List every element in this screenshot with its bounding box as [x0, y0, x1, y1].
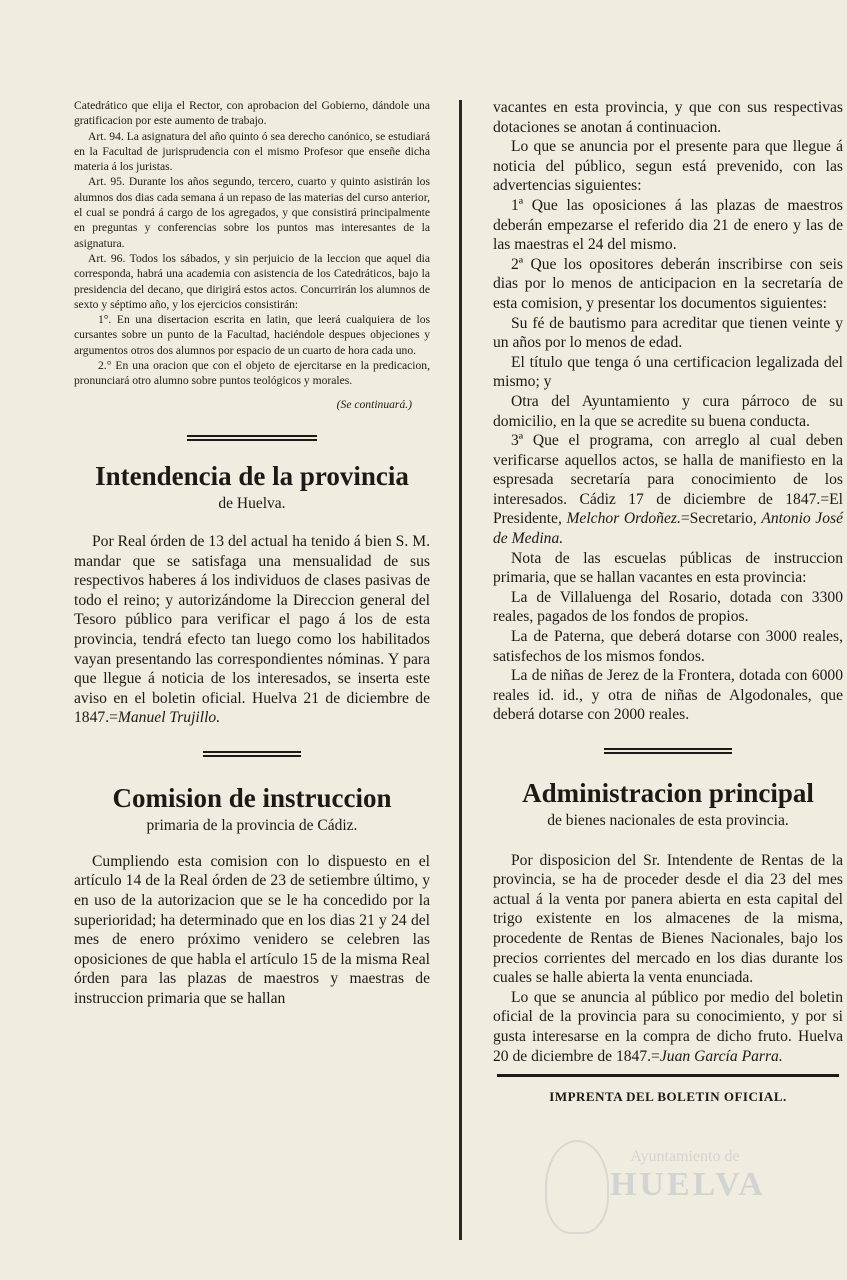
advertencia-3: 3ª Que el programa, con arreglo al cual deben verificarse aquellos actos, se halla de manifiesto en la espresada secretaría para conocimiento de los interesados. Cádiz 17 de diciembre de 1847.=El Presidente, Melchor Ordoñez.=Secretario, Antonio José de Medina. — [493, 432, 843, 548]
admin-body-1: Por disposicion del Sr. Intendente de Rentas de la provincia, se ha de proceder desde el dia 23 del mes actual á la venta por panera abierta en esta capital del trigo existente en los almacenes de la misma, procedente de Rentas de Bienes Nacionales, bajo los precios corrientes del mercado en los dias durante los cuales se halle abierta la venta enunciada. — [493, 851, 843, 987]
left-column — [74, 98, 430, 1009]
article-94: Art. 94. La asignatura del año quinto ó sea derecho canónico, se estudiará en la Facultad de jurisprudencia con el mismo Profesor que enseñe dicha materia á los juristas. — [74, 129, 430, 174]
vacancy-jerez: La de niñas de Jerez de la Frontera, dotada con 6000 reales id. id., y otra de niñas de Algodonales, que deberá dotarse con 2000 reales. — [493, 667, 843, 724]
watermark: Ayuntamiento de HUELVA — [610, 1148, 766, 1203]
section-separator — [604, 747, 732, 755]
intendencia-section — [74, 460, 430, 728]
document-baptism: Su fé de bautismo para acreditar que tienen veinte y un años por lo menos de edad. — [493, 314, 843, 352]
president-signature: Melchor Ordoñez. — [566, 510, 681, 528]
advertencia-2: 2ª Que los opositores deberán inscribirse con seis dias por lo menos de anticipacion en la secretaría de esta comision, y presentar los documentos siguientes: — [493, 255, 843, 312]
right-column — [493, 98, 843, 1105]
section-separator — [187, 434, 317, 442]
continued-note: (Se continuará.) — [336, 397, 412, 411]
article-96-item-1: 1°. En una disertacion escrita en latin, que leerá cualquiera de los cursantes sobre un punto de la Facultad, haciéndole despues objeciones y argumentos otros dos alumnos por espacio de un cuarto de hora cada uno. — [74, 313, 430, 357]
column-divider — [459, 100, 462, 1240]
admin-heading: Administracion principal — [522, 778, 814, 808]
vacancy-paterna: La de Paterna, que deberá dotarse con 3000 reales, satisfechos de los mismos fondos. — [493, 628, 843, 665]
article-intro: Catedrático que elija el Rector, con aprobacion del Gobierno, dándole una gratificacion por este aumento de trabajo. — [74, 99, 430, 128]
comision-section — [74, 782, 430, 1009]
intendencia-subheading: de Huelva. — [218, 494, 286, 512]
comision-announcement: Lo que se anuncia por el presente para que llegue á noticia del público, segun está prevenido, con las advertencias siguientes: — [493, 138, 843, 195]
document-title: El título que tenga ó una certificacion legalizada del mismo; y — [493, 353, 843, 391]
comision-heading: Comision de instruccion — [112, 782, 392, 813]
watermark-seal-icon — [545, 1140, 609, 1234]
admin-signature: Juan García Parra. — [659, 1047, 783, 1065]
advertencia-1: 1ª Que las oposiciones á las plazas de maestros deberán empezarse el referido dia 21 de enero y las de las maestras el 24 del mismo. — [493, 196, 843, 254]
vacancy-villaluenga: La de Villaluenga del Rosario, dotada con 3300 reales, pagados de los fondos de propios. — [493, 588, 843, 626]
article-95: Art. 95. Durante los años segundo, tercero, cuarto y quinto asistirán los alumnos dos dias cada semana á un repaso de las materias del curso anterior, el cual se pondrá á cargo de los agregados, y que consistirá principalmente en preguntas y conferencias sobre los puntos mas interesantes de la asignatura. — [74, 175, 430, 250]
comision-body: Cumpliendo esta comision con lo dispuesto en el artículo 14 de la Real órden de 23 de setiembre último, y en uso de la autorizacion que se le ha concedido por la superioridad; ha determinado que en los dias 21 y 24 del mes de enero próximo venidero se celebren las oposiciones de que habla el artículo 15 de la misma Real órden para las plazas de maestros y maestras de instruccion primaria que se hallan — [74, 852, 430, 1008]
university-articles — [74, 98, 430, 412]
intendencia-notice — [74, 532, 430, 728]
document-conduct: Otra del Ayuntamiento y cura párroco de su domicilio, en la que se acredite su buena conducta. — [493, 392, 843, 430]
footer-rule — [497, 1074, 839, 1077]
admin-body-2: Lo que se anuncia al público por medio del boletin oficial de la provincia para su conocimiento, y por si gusta interesarse en la compra de dicho fruto. Huelva 20 de diciembre de 1847.=Juan García Parra. — [493, 988, 843, 1065]
vacancy-note: Nota de las escuelas públicas de instruccion primaria, que se hallan vacantes en esta provincia: — [493, 549, 843, 587]
printer-imprint: IMPRENTA DEL BOLETIN OFICIAL. — [549, 1089, 787, 1105]
intendencia-signature: Manuel Trujillo. — [117, 709, 221, 727]
comision-continued: vacantes en esta provincia, y que con sus respectivas dotaciones se anotan á continuacion. — [493, 99, 843, 136]
section-separator — [203, 750, 301, 758]
comision-subheading: primaria de la provincia de Cádiz. — [146, 816, 358, 834]
article-96-item-2: 2.° En una oracion que con el objeto de ejercitarse en la predicacion, pronunciará otro alumno sobre puntos teológicos y morales. — [74, 359, 430, 388]
intendencia-body-text: Por Real órden de 13 del actual ha tenido á bien S. M. mandar que se satisfaga una mensualidad de sus respectivos haberes á los individuos de clases pasivas de todo el reino; y autorizándome la Direccion general del Tesoro público para verificar el pago á los de esta provincia, tendrá efecto tan luego como los habilitados vayan presentando las correspondientes nóminas. Y para que llegue á noticia de los interesados, se inserta este aviso en el boletin oficial. Huelva 21 de diciembre de 1847.= — [74, 532, 430, 727]
admin-subheading: de bienes nacionales de esta provincia. — [547, 812, 789, 829]
secretary-signature: Antonio José de Medina. — [493, 510, 843, 548]
admin-section — [493, 777, 843, 1066]
article-96: Art. 96. Todos los sábados, y sin perjuicio de la leccion que aquel dia corresponda, habrá una academia con asistencia de los Catedráticos, bajo la presidencia del decano, que dirigirá estos actos. Concurrirán los alumnos de sexto y séptimo año, y los ejercicios consistirán: — [74, 251, 430, 311]
intendencia-heading: Intendencia de la provincia — [95, 460, 409, 491]
